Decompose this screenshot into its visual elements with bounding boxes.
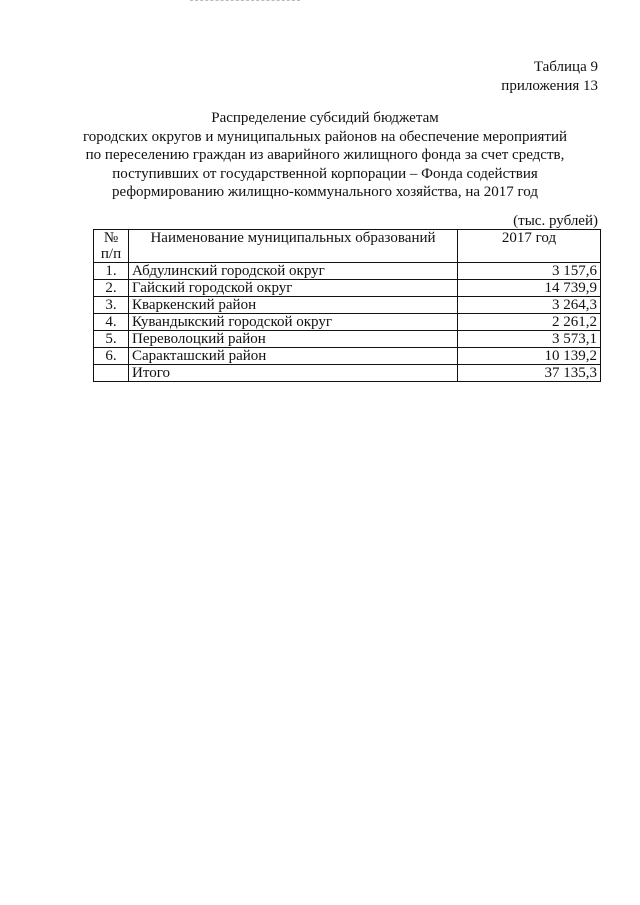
table-number: Таблица 9: [533, 59, 598, 75]
title-line-4: поступивших от государственной корпорации – Фонда содействия: [112, 165, 538, 182]
row-name: Абдулинский городской округ: [129, 263, 458, 280]
scan-edge-mark: [190, 0, 300, 1]
header-year: 2017 год: [458, 230, 601, 263]
row-number: 1.: [94, 263, 129, 280]
row-value: 3 157,6: [458, 263, 601, 280]
total-label: Итого: [129, 365, 458, 382]
header-number-line2: п/п: [100, 246, 122, 262]
units-label: (тыс. рублей): [513, 213, 598, 229]
row-name: Гайский городской округ: [129, 280, 458, 297]
total-number: [94, 365, 129, 382]
title-line-1: Распределение субсидий бюджетам: [211, 110, 439, 126]
row-number: 6.: [94, 348, 129, 365]
subsidy-table: [93, 229, 601, 382]
total-row: [94, 365, 601, 382]
row-name: Кувандыкский городской округ: [129, 314, 458, 331]
table-row: [94, 263, 601, 280]
row-number: 2.: [94, 280, 129, 297]
header-name: Наименование муниципальных образований: [129, 230, 458, 263]
header-number-line1: №: [103, 230, 119, 246]
appendix-reference: приложения 13: [501, 78, 598, 94]
table-row: [94, 348, 601, 365]
title-line-5: реформированию жилищно-коммунального хозяйства, на 2017 год: [111, 184, 538, 200]
title-line-2: городских округов и муниципальных районов на обеспечение мероприятий: [82, 128, 568, 145]
row-number: 3.: [94, 297, 129, 314]
row-name: Саракташский район: [129, 348, 458, 365]
document-title: [60, 109, 590, 202]
row-name: Кваркенский район: [129, 297, 458, 314]
table-row: [94, 280, 601, 297]
row-value: 14 739,9: [458, 280, 601, 297]
row-value: 10 139,2: [458, 348, 601, 365]
table-header-row: [94, 230, 601, 263]
row-value: 2 261,2: [458, 314, 601, 331]
table-reference: [501, 58, 598, 96]
table-row: [94, 331, 601, 348]
row-value: 3 573,1: [458, 331, 601, 348]
row-number: 4.: [94, 314, 129, 331]
table-row: [94, 297, 601, 314]
row-value: 3 264,3: [458, 297, 601, 314]
total-value: 37 135,3: [458, 365, 601, 382]
title-line-3: по переселению граждан из аварийного жилищного фонда за счет средств,: [85, 147, 565, 163]
row-number: 5.: [94, 331, 129, 348]
header-number: [94, 230, 129, 263]
table-row: [94, 314, 601, 331]
row-name: Переволоцкий район: [129, 331, 458, 348]
